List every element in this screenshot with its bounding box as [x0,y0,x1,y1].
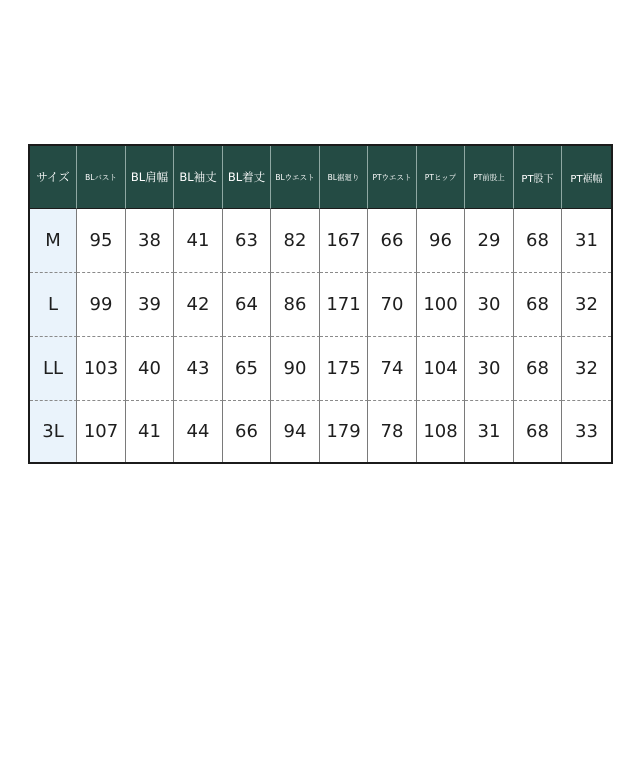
table-cell: 30 [465,273,514,337]
table-cell: 96 [417,209,465,273]
size-label: L [30,273,77,337]
table-cell: 68 [514,337,562,401]
table-cell: 179 [320,401,368,462]
table-cell: 175 [320,337,368,401]
header-pt-front-rise: PT前股上 [465,146,514,209]
header-bl-waist: BLウエスト [271,146,320,209]
table-cell: 103 [77,337,126,401]
header-bl-hem: BL裾廻り [320,146,368,209]
table-cell: 104 [417,337,465,401]
size-chart-table [28,144,613,464]
header-pt-inseam: PT股下 [514,146,562,209]
header-bl-sleeve: BL袖丈 [174,146,223,209]
table-cell: 31 [465,401,514,462]
size-label: LL [30,337,77,401]
table-cell: 78 [368,401,417,462]
table-cell: 95 [77,209,126,273]
table-cell: 86 [271,273,320,337]
table-cell: 74 [368,337,417,401]
table-cell: 82 [271,209,320,273]
table-cell: 43 [174,337,223,401]
table-cell: 100 [417,273,465,337]
table-cell: 167 [320,209,368,273]
table-cell: 107 [77,401,126,462]
table-cell: 39 [126,273,174,337]
table-cell: 90 [271,337,320,401]
table-cell: 38 [126,209,174,273]
size-label: 3L [30,401,77,462]
table-cell: 41 [174,209,223,273]
table-cell: 68 [514,209,562,273]
header-size: サイズ [30,146,77,209]
table-cell: 65 [223,337,271,401]
size-label: M [30,209,77,273]
table-cell: 70 [368,273,417,337]
table-cell: 66 [223,401,271,462]
table-cell: 32 [562,273,611,337]
header-bl-shoulder: BL肩幅 [126,146,174,209]
header-pt-hip: PTヒップ [417,146,465,209]
table-cell: 99 [77,273,126,337]
header-pt-waist: PTウエスト [368,146,417,209]
header-bl-length: BL着丈 [223,146,271,209]
header-pt-hem-width: PT裾幅 [562,146,611,209]
table-cell: 29 [465,209,514,273]
table-cell: 68 [514,401,562,462]
table-cell: 32 [562,337,611,401]
table-cell: 44 [174,401,223,462]
table-cell: 68 [514,273,562,337]
table-cell: 66 [368,209,417,273]
table-cell: 31 [562,209,611,273]
table-cell: 108 [417,401,465,462]
header-bl-bust: BLバスト [77,146,126,209]
table-cell: 94 [271,401,320,462]
table-cell: 42 [174,273,223,337]
table-cell: 33 [562,401,611,462]
table-cell: 40 [126,337,174,401]
table-cell: 41 [126,401,174,462]
table-cell: 171 [320,273,368,337]
table-cell: 63 [223,209,271,273]
table-cell: 64 [223,273,271,337]
table-cell: 30 [465,337,514,401]
